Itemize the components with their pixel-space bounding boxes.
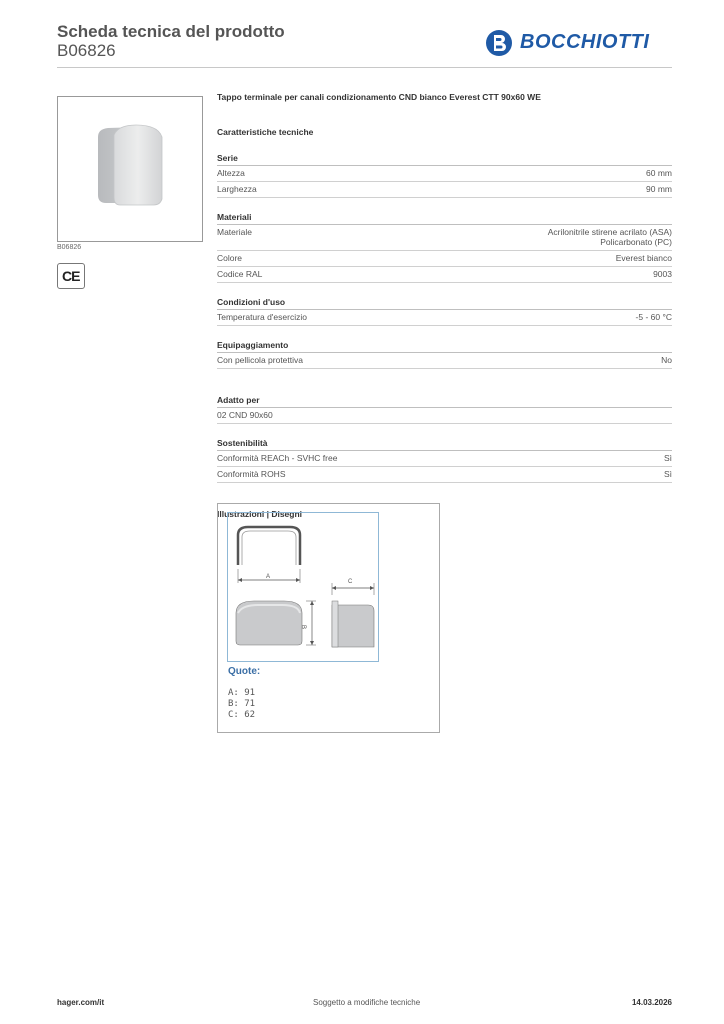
spec-value: Sì [663, 469, 672, 479]
section-materiali [217, 212, 672, 283]
spec-value: 90 mm [646, 184, 672, 194]
footer-website: hager.com/it [57, 998, 105, 1007]
technical-drawing [217, 503, 440, 733]
dimension-label-c: C [348, 579, 353, 585]
spec-value: -5 - 60 °C [635, 312, 672, 322]
dimension-label-a: A [266, 574, 271, 580]
dimension-label-b: B [300, 625, 306, 630]
spec-content [217, 92, 672, 521]
product-description: Tappo terminale per canali condizionamento CND bianco Everest CTT 90x60 WE [217, 92, 541, 102]
end-cap-image [58, 97, 202, 241]
brand-logo-icon [484, 28, 516, 58]
quote-a: A: 91 [228, 688, 256, 698]
drawing-frame [227, 512, 379, 662]
spec-value: Everest bianco [615, 253, 672, 263]
page-header [57, 20, 672, 68]
product-code: B06826 [57, 41, 116, 60]
section-condizioni [217, 297, 672, 326]
spec-row [217, 182, 672, 198]
spec-value: Policarbonato (PC) [600, 237, 672, 247]
brand-logo [484, 28, 664, 58]
spec-label: Conformità ROHS [217, 469, 286, 479]
spec-row [217, 267, 672, 283]
product-image [57, 96, 203, 242]
spec-row [217, 408, 672, 424]
spec-value: No [661, 355, 672, 365]
spec-label: Altezza [217, 168, 245, 178]
footer-note: Soggetto a modifiche tecniche [313, 998, 421, 1007]
section-title: Adatto per [217, 395, 672, 408]
spec-row [217, 251, 672, 267]
spec-label: Materiale [217, 227, 252, 237]
quote-b: B: 71 [228, 699, 256, 709]
spec-value: Acrilonitrile stirene acrilato (ASA) [547, 227, 672, 237]
spec-row [217, 353, 672, 369]
spec-row [217, 467, 672, 483]
section-title: Sostenibilità [217, 438, 672, 451]
footer-date: 14.03.2026 [631, 998, 672, 1007]
spec-label: Con pellicola protettiva [217, 355, 303, 365]
quote-c: C: 62 [228, 710, 256, 720]
image-caption: B06826 [57, 244, 82, 251]
page-title: Scheda tecnica del prodotto [57, 22, 285, 41]
spec-value-group [548, 227, 672, 247]
spec-row [217, 225, 672, 251]
spec-label: Codice RAL [217, 269, 263, 279]
ce-mark [57, 263, 85, 289]
section-title: Equipaggiamento [217, 340, 672, 353]
section-serie [217, 153, 672, 198]
spec-row [217, 166, 672, 182]
section-adatto [217, 395, 672, 424]
section-title: Serie [217, 153, 672, 166]
section-equipaggiamento [217, 340, 672, 369]
brand-logo-text: BOCCHIOTTI [520, 31, 650, 53]
spec-value: 9003 [653, 269, 672, 279]
spec-row [217, 310, 672, 326]
illustrations-heading: Illustrazioni | Disegni [217, 509, 303, 519]
spec-value: 60 mm [646, 168, 672, 178]
section-sostenibilita [217, 438, 672, 483]
section-title: Condizioni d'uso [217, 297, 672, 310]
dimension-drawing [228, 513, 378, 661]
section-title: Materiali [217, 212, 672, 225]
spec-label: Temperatura d'esercizio [217, 312, 307, 322]
spec-label: 02 CND 90x60 [217, 410, 273, 420]
spec-row [217, 451, 672, 467]
ce-mark-icon: CE [62, 268, 80, 284]
spec-value: Sì [663, 453, 672, 463]
spec-label: Larghezza [217, 184, 257, 194]
spec-label: Conformità REACh - SVHC free [217, 453, 338, 463]
quote-title: Quote: [228, 666, 261, 677]
spec-label: Colore [217, 253, 243, 263]
specs-heading: Caratteristiche tecniche [217, 127, 314, 137]
